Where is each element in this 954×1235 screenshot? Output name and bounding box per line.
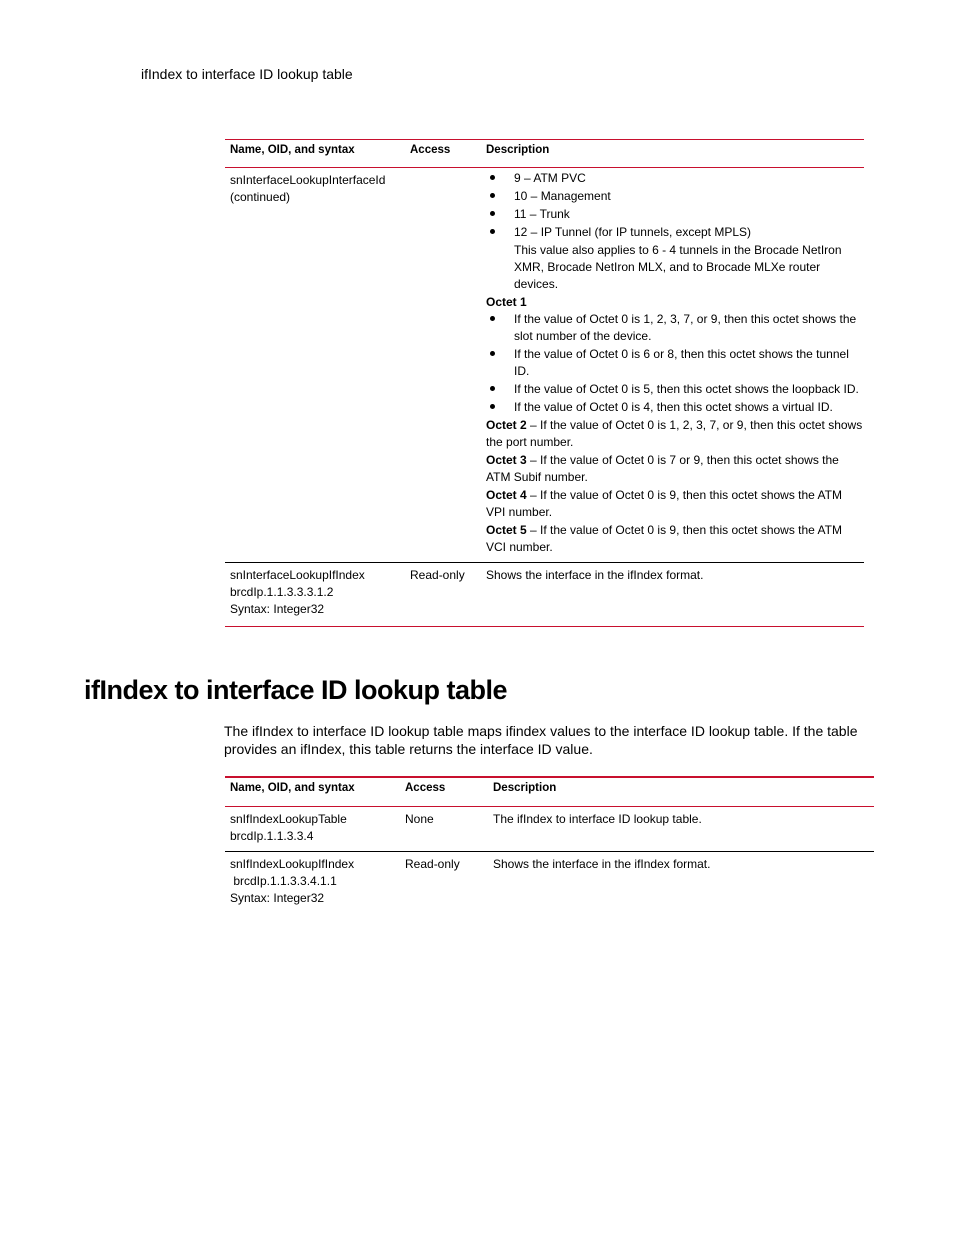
column-header-access: Access bbox=[400, 777, 488, 807]
mib-table-ifindex-lookup bbox=[225, 776, 874, 913]
list-item: If the value of Octet 0 is 4, then this octet shows a virtual ID. bbox=[486, 399, 864, 416]
object-oid: brcdIp.1.1.3.3.4 bbox=[230, 829, 314, 843]
table-row bbox=[225, 807, 874, 852]
octet0-value-list bbox=[486, 170, 864, 241]
table-row bbox=[225, 563, 864, 627]
octet-label: Octet 4 bbox=[486, 488, 527, 502]
object-syntax: Syntax: Integer32 bbox=[230, 891, 325, 905]
description-cell bbox=[481, 168, 864, 563]
section-intro: The ifIndex to interface ID lookup table maps ifindex values to the interface ID lookup table. If the table provides an ifIndex, this table returns the interface ID value. bbox=[224, 723, 858, 757]
object-name: snInterfaceLookupIfIndex bbox=[230, 568, 365, 582]
octet-text: – If the value of Octet 0 is 7 or 9, then this octet shows the ATM Subif number. bbox=[486, 453, 839, 484]
object-name: snInterfaceLookupInterfaceId bbox=[230, 173, 386, 187]
continued-note: (continued) bbox=[230, 190, 291, 204]
column-header-access: Access bbox=[405, 140, 481, 168]
octet-label: Octet 2 bbox=[486, 418, 527, 432]
list-item: 11 – Trunk bbox=[486, 206, 864, 223]
object-oid: brcdIp.1.1.3.3.4.1.1 bbox=[230, 874, 337, 888]
octet-text: – If the value of Octet 0 is 9, then this octet shows the ATM VCI number. bbox=[486, 523, 842, 554]
octet-label: Octet 3 bbox=[486, 453, 527, 467]
list-item: If the value of Octet 0 is 6 or 8, then this octet shows the tunnel ID. bbox=[486, 346, 864, 380]
octet1-list bbox=[486, 311, 864, 416]
mib-table-interface-lookup bbox=[225, 139, 864, 627]
list-item: If the value of Octet 0 is 5, then this octet shows the loopback ID. bbox=[486, 381, 864, 398]
access-cell: None bbox=[400, 807, 488, 852]
tunnel-note: This value also applies to 6 - 4 tunnels in the Brocade NetIron XMR, Brocade NetIron MLX, and to Brocade MLXe router devices. bbox=[514, 243, 842, 291]
object-name: snIfIndexLookupTable bbox=[230, 812, 347, 826]
octet1-heading: Octet 1 bbox=[486, 295, 527, 309]
octet2-paragraph bbox=[486, 417, 864, 451]
octet-text: – If the value of Octet 0 is 9, then this octet shows the ATM VPI number. bbox=[486, 488, 842, 519]
description-cell: Shows the interface in the ifIndex format. bbox=[493, 857, 711, 871]
access-cell bbox=[405, 168, 481, 563]
list-item: 10 – Management bbox=[486, 188, 864, 205]
name-cell bbox=[225, 168, 405, 563]
column-header-description: Description bbox=[488, 777, 874, 807]
object-syntax: Syntax: Integer32 bbox=[230, 602, 325, 616]
octet5-paragraph bbox=[486, 522, 864, 556]
column-header-description: Description bbox=[481, 140, 864, 168]
octet3-paragraph bbox=[486, 452, 864, 486]
access-cell: Read-only bbox=[405, 857, 460, 871]
name-cell bbox=[225, 852, 400, 914]
description-cell: Shows the interface in the ifIndex format. bbox=[481, 563, 864, 627]
description-cell: The ifIndex to interface ID lookup table. bbox=[488, 807, 874, 852]
octet4-paragraph bbox=[486, 487, 864, 521]
table-header-row bbox=[225, 140, 864, 168]
octet-label: Octet 5 bbox=[486, 523, 527, 537]
octet-text: – If the value of Octet 0 is 1, 2, 3, 7, or 9, then this octet shows the port number. bbox=[486, 418, 863, 449]
access-cell: Read-only bbox=[405, 563, 481, 627]
list-item: 9 – ATM PVC bbox=[486, 170, 864, 187]
name-cell bbox=[225, 807, 400, 852]
section-title: ifIndex to interface ID lookup table bbox=[84, 675, 508, 705]
table-row bbox=[225, 168, 864, 563]
name-cell bbox=[225, 563, 405, 627]
column-header-name: Name, OID, and syntax bbox=[225, 140, 405, 168]
running-header: ifIndex to interface ID lookup table bbox=[141, 66, 353, 82]
object-oid: brcdIp.1.1.3.3.3.1.2 bbox=[230, 585, 334, 599]
column-header-name: Name, OID, and syntax bbox=[225, 777, 400, 807]
list-item: 12 – IP Tunnel (for IP tunnels, except MPLS) bbox=[486, 224, 864, 241]
list-item: If the value of Octet 0 is 1, 2, 3, 7, or 9, then this octet shows the slot number of the device. bbox=[486, 311, 864, 345]
object-name: snIfIndexLookupIfIndex bbox=[230, 857, 355, 871]
table-header-row bbox=[225, 777, 874, 807]
table-row bbox=[225, 852, 874, 914]
